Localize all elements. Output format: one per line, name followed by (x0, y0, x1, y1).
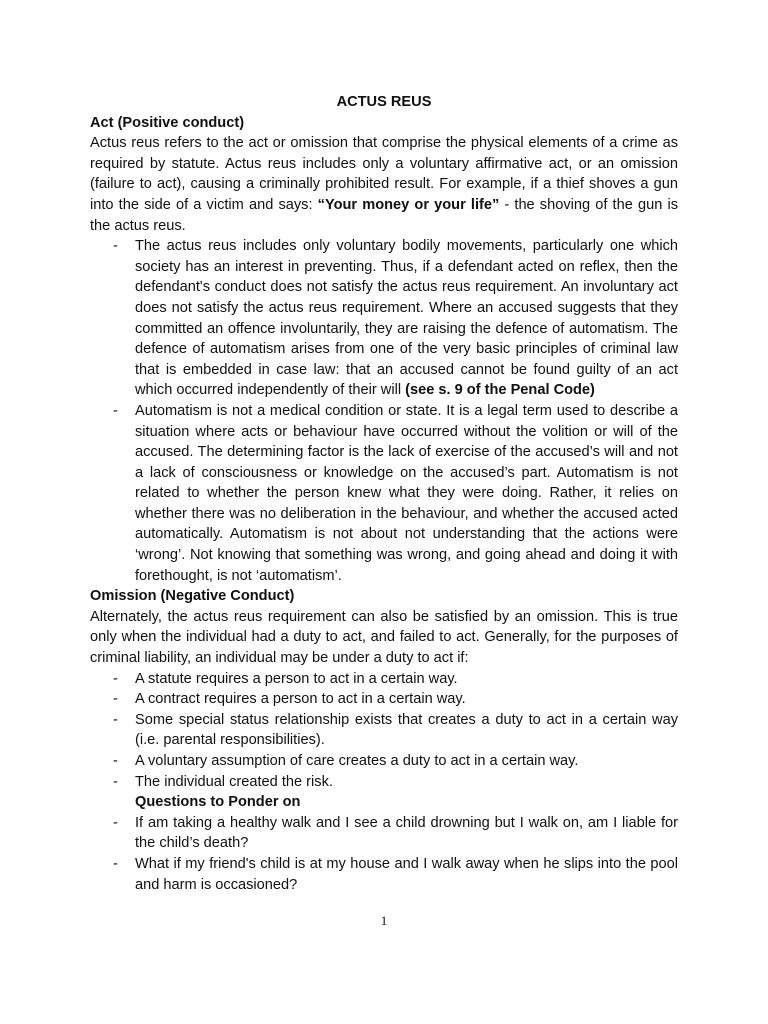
list-item: - A statute requires a person to act in a certain way. (90, 669, 678, 690)
bullet-text: The actus reus includes only voluntary bodily movements, particularly one which society has an interest in preventing. Thus, if a defendant acted on reflex, then the defendant's conduct does not satisfy the actus reus requirement. An involuntary act does not satisfy the actus reus requirement. Where an accused suggests that they committed an offence involuntarily, they are raising the defence of automatism. The defence of automatism arises from one of the very basic principles of criminal law that is embedded in case law: that an accused cannot be found guilty of an act which occurred independently of their will (135, 238, 678, 399)
list-item: - Some special status relationship exists that creates a duty to act in a certain way (i.e. parental responsibilities). (90, 710, 678, 751)
paragraph-omission-intro: Alternately, the actus reus requirement can also be satisfied by an omission. This is true only when the individual had a duty to act, and failed to act. Generally, for the purposes of criminal liability, an individual may be under a duty to act if: (90, 608, 678, 667)
list-item: - The individual created the risk. (90, 772, 678, 793)
intro-quote: “Your money or your life” (317, 196, 500, 213)
list-item: - What if my friend's child is at my house and I walk away when he slips into the pool and harm is occasioned? (90, 854, 678, 895)
act-bullet-list (90, 236, 678, 586)
duty-bullet-list (90, 669, 678, 793)
list-item: - A voluntary assumption of care creates a duty to act in a certain way. (90, 751, 678, 772)
list-item (90, 236, 678, 401)
intro-text: Actus reus refers to the act or omission that comprise the physical elements of a crime as required by statute. Actus reus includes only a voluntary affirmative act, or an omission (failure to act), causing a criminally prohibited result. For example, if a thief shoves a gun into the side of a victim and says: (90, 135, 678, 213)
questions-list (90, 813, 678, 895)
list-item: - If am taking a healthy walk and I see a child drowning but I walk on, am I liable for the child’s death? (90, 813, 678, 854)
intro-text-end: - the shoving of the gun is the actus reus. (90, 196, 678, 234)
list-item: - A contract requires a person to act in a certain way. (90, 689, 678, 710)
section-heading-act: Act (Positive conduct) (90, 114, 245, 131)
section-heading-omission: Omission (Negative Conduct) (90, 588, 295, 605)
page-title: ACTUS REUS (336, 94, 432, 110)
questions-heading: Questions to Ponder on (135, 794, 301, 811)
page-number: 1 (380, 913, 388, 928)
paragraph-actus-reus-intro (90, 133, 678, 236)
document-body (90, 92, 678, 895)
list-item: - Automatism is not a medical condition or state. It is a legal term used to describe a situation where acts or behaviour have occurred without the volition or will of the accused. The determining factor is the lack of exercise of the accused’s will and not a lack of consciousness or knowledge on the accused’s part. Automatism is not related to whether the person knew what they were doing. Rather, it relies on whether there was no deliberation in the behaviour, and whether the accused acted automatically. Automatism is not about not understanding that the actions were ‘wrong’. Not knowing that something was wrong, and going ahead and doing it with forethought, is not ‘automatism’. (90, 401, 678, 586)
penal-code-reference: (see s. 9 of the Penal Code) (405, 382, 595, 399)
